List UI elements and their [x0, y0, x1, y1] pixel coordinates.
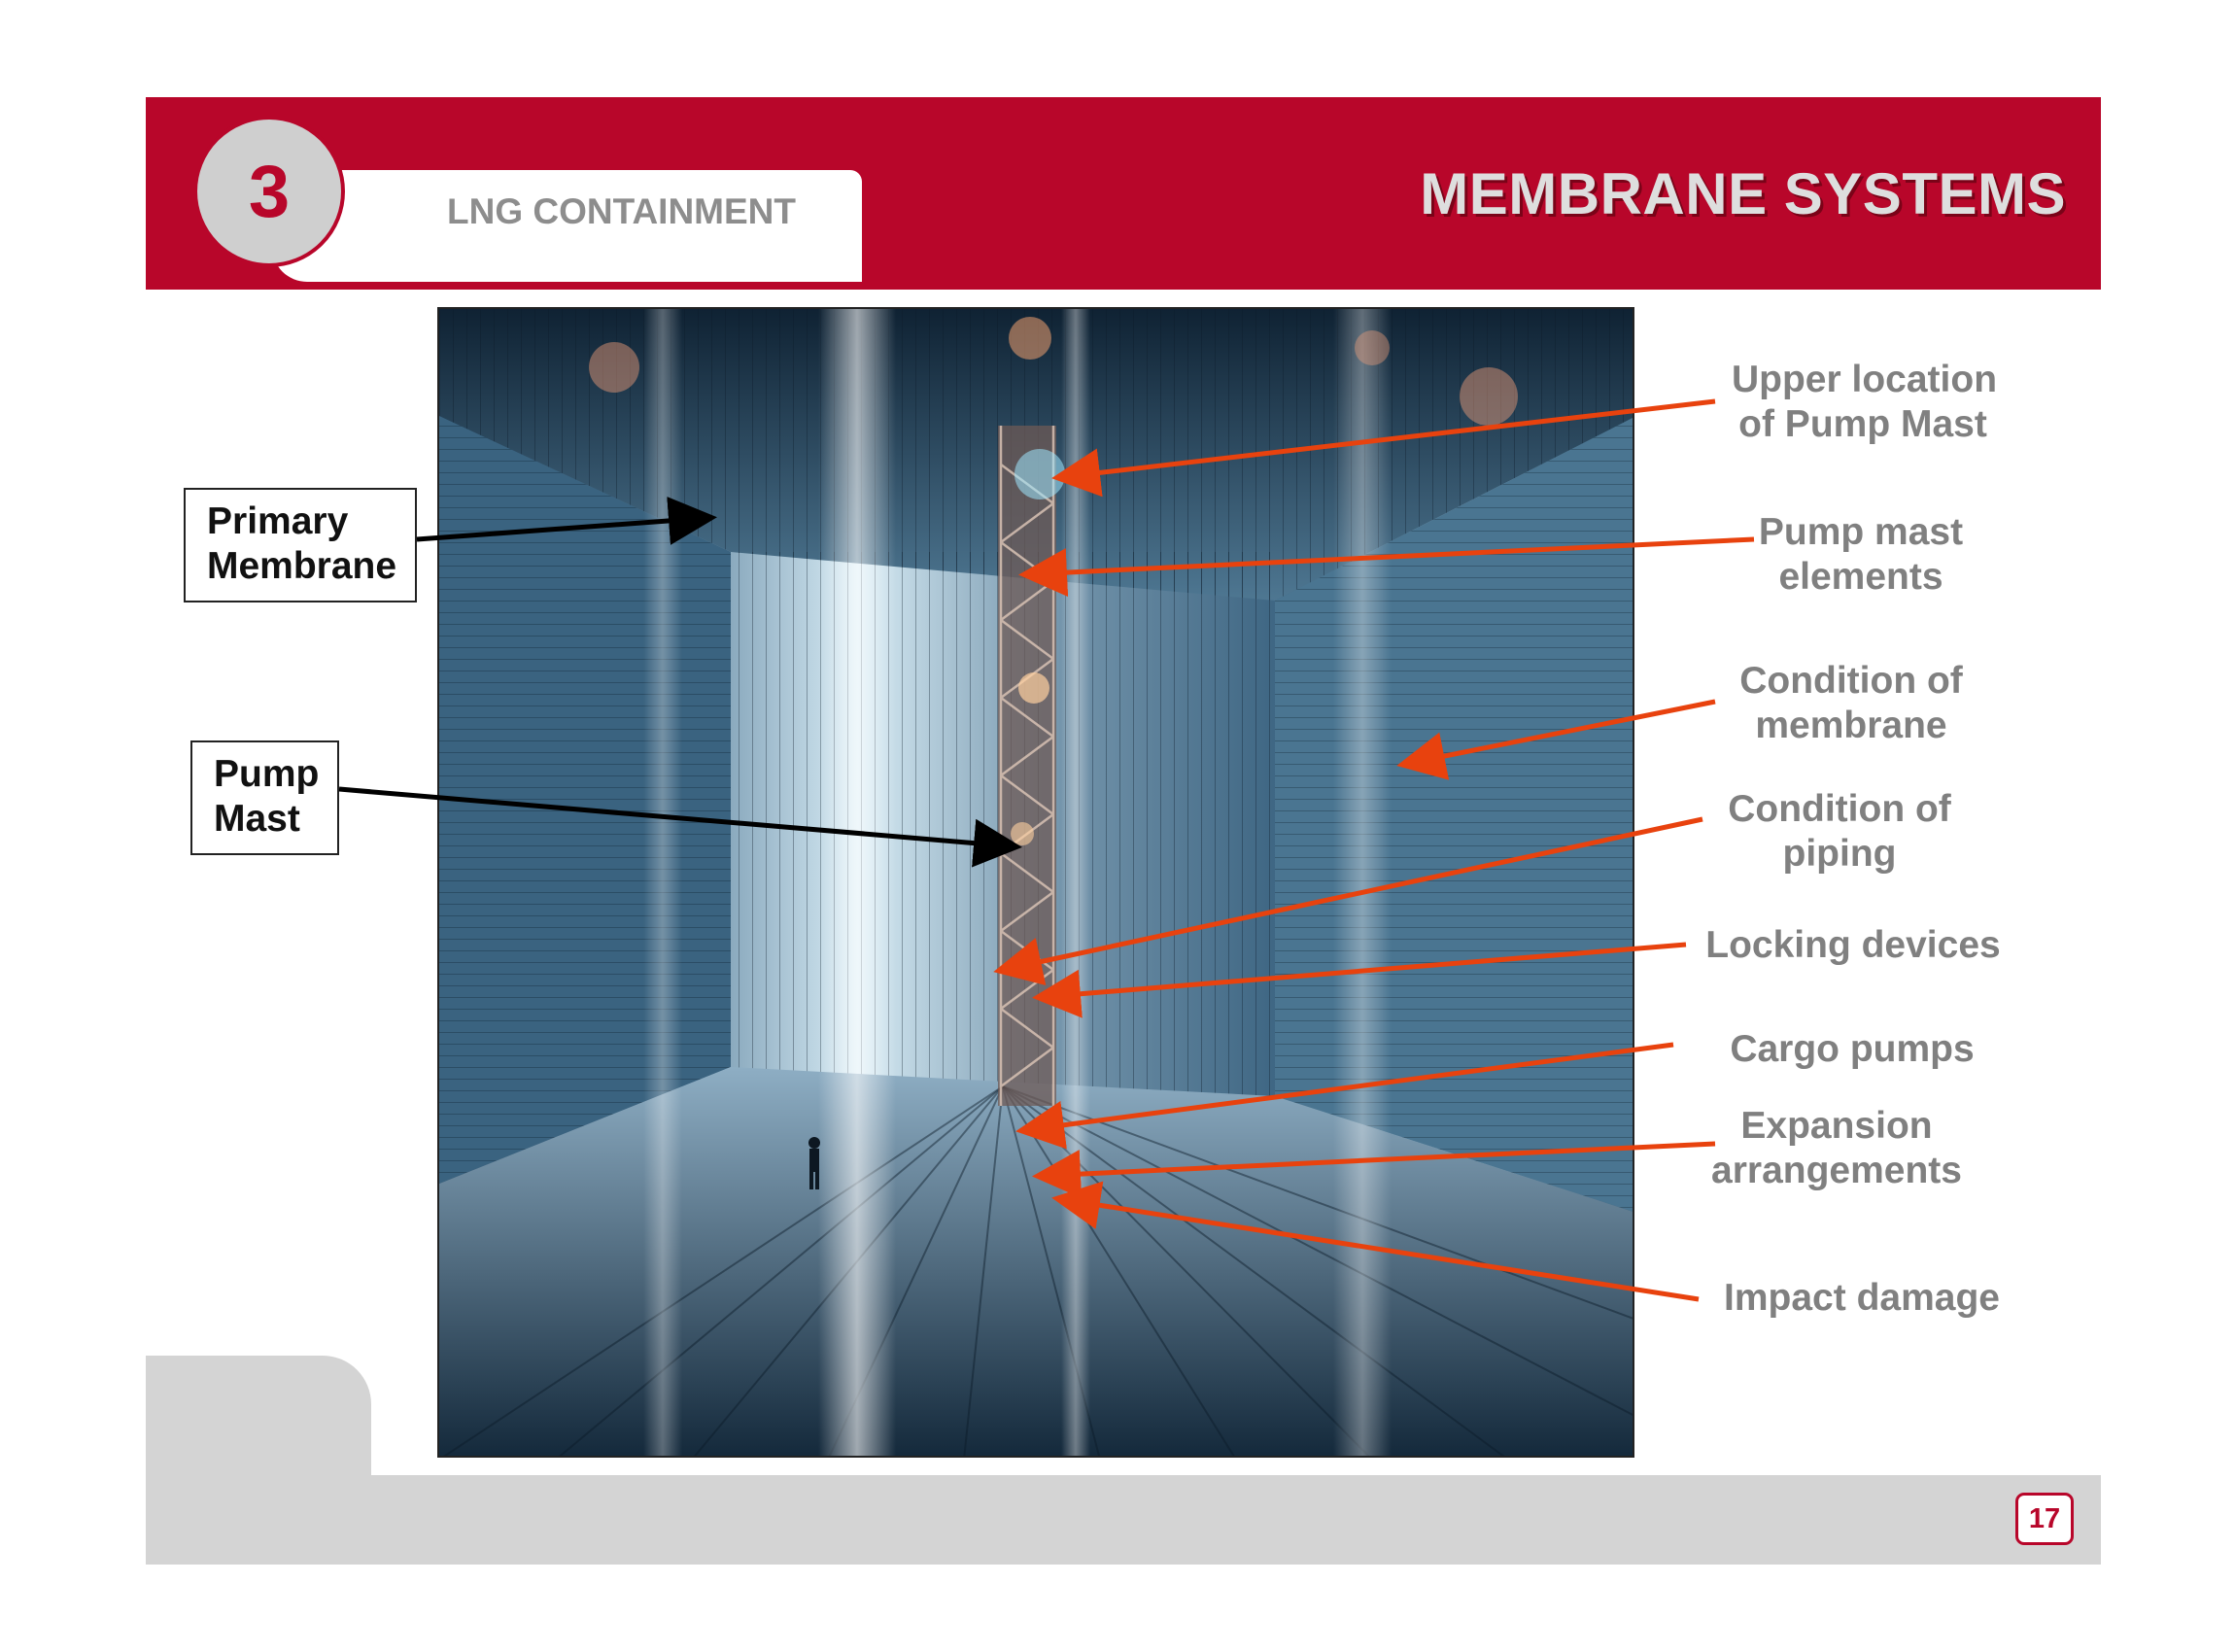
- callout-condition-piping-line-2: piping: [1782, 833, 1897, 875]
- callout-upper-location: [1732, 358, 1998, 447]
- callout-expansion-arrangements-line-2: arrangements: [1711, 1150, 1962, 1191]
- callout-upper-location-line-2: of Pump Mast: [1738, 403, 1987, 445]
- callout-pump-mast-elements-line-1: Pump mast: [1758, 511, 1964, 553]
- callout-impact-damage-line-1: Impact damage: [1724, 1277, 2000, 1319]
- callout-condition-piping-line-1: Condition of: [1728, 788, 1951, 830]
- footer-band: [146, 1475, 2101, 1565]
- page-title: MEMBRANE SYSTEMS: [1420, 161, 2066, 226]
- pump-mast-line-2: Mast: [214, 798, 300, 840]
- section-label: LNG CONTAINMENT: [447, 191, 796, 231]
- callout-condition-membrane-line-1: Condition of: [1739, 660, 1963, 702]
- pump-mast-label: [190, 740, 339, 855]
- callout-impact-damage: [1716, 1276, 2008, 1321]
- section-number-badge: 3: [193, 116, 345, 267]
- callout-expansion-arrangements-line-1: Expansion: [1740, 1105, 1933, 1147]
- pump-mast-line-1: Pump: [214, 753, 320, 795]
- primary-membrane-line-1: Primary: [207, 500, 349, 542]
- callout-condition-membrane-line-2: membrane: [1755, 705, 1947, 746]
- callout-expansion-arrangements: [1705, 1104, 1968, 1193]
- callout-cargo-pumps: [1726, 1027, 1978, 1072]
- primary-membrane-line-2: Membrane: [207, 545, 397, 587]
- callout-locking-devices: [1702, 923, 2004, 968]
- callout-condition-piping: [1718, 787, 1961, 877]
- callout-upper-location-line-1: Upper location: [1732, 359, 1998, 400]
- page-number: 17: [2015, 1493, 2074, 1545]
- primary-membrane-label: [184, 488, 417, 602]
- tank-interior-photo: [437, 307, 1634, 1458]
- callout-pump-mast-elements: [1749, 510, 1973, 600]
- pump-mast-tower: [998, 317, 1065, 1106]
- callout-locking-devices-line-1: Locking devices: [1705, 924, 2001, 966]
- callout-cargo-pumps-line-1: Cargo pumps: [1730, 1028, 1975, 1070]
- callout-pump-mast-elements-line-2: elements: [1778, 556, 1943, 598]
- tank-photo-drawing: [439, 309, 1634, 1458]
- callout-condition-membrane: [1730, 659, 1973, 748]
